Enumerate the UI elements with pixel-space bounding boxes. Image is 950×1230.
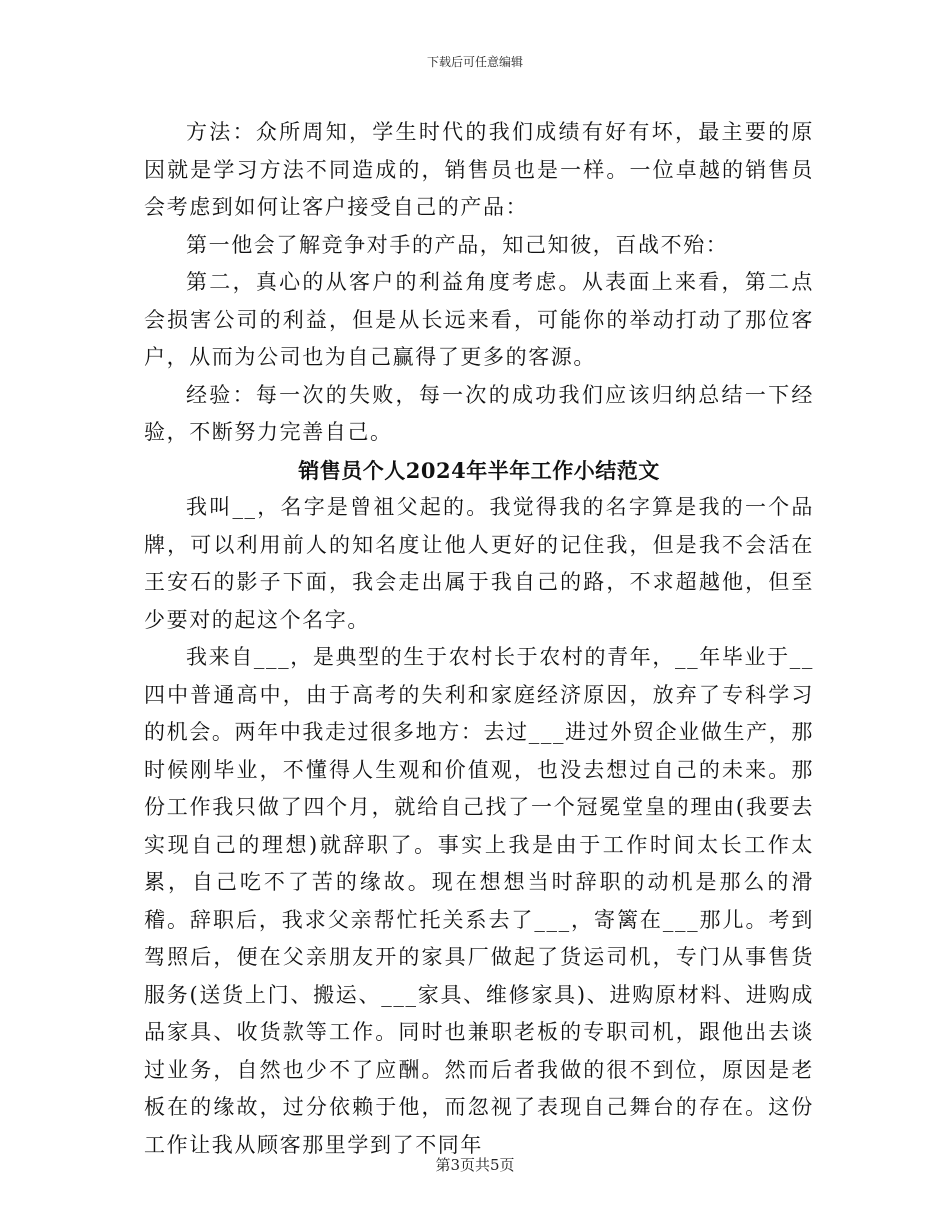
- page-header-note: 下载后可任意编辑: [426, 55, 523, 69]
- paragraph-point-one: 第一他会了解竞争对手的产品，知己知彼，百战不殆：: [186, 232, 729, 257]
- paragraph-method: 方法：众所周知，学生时代的我们成绩有好有坏，最主要的原因就是学习方法不同造成的，销售员也是一样。一位卓越的销售员会考虑到如何让客户接受自己的产品：: [144, 120, 814, 219]
- section-title: 销售员个人2024年半年工作小结范文: [298, 457, 660, 483]
- paragraph-experience: 经验：每一次的失败，每一次的成功我们应该归纳总结一下经验，不断努力完善自己。: [144, 382, 814, 444]
- paragraph-background: 我来自___，是典型的生于农村长于农村的青年，__年毕业于__四中普通高中，由于高考的失利和家庭经济原因，放弃了专科学习的机会。两年中我走过很多地方：去过___进过外贸企业做生产，那时候刚毕业，不懂得人生观和价值观，也没去想过自己的未来。那份工作我只做了四个月，就给自己找了一个冠冕堂皇的理由(我要去实现自己的理想)就辞职了。事实上我是由于工作时间太长工作太累，自己吃不了苦的缘故。现在想想当时辞职的动机是那么的滑稽。辞职后，我求父亲帮忙托关系去了___，寄篱在___那儿。考到驾照后，便在父亲朋友开的家具厂做起了货运司机，专门从事售货服务(送货上门、搬运、___家具、维修家具)、进购原材料、进购成品家具、收货款等工作。同时也兼职老板的专职司机，跟他出去谈过业务，自然也少不了应酬。然而后者我做的很不到位，原因是老板在的缘故，过分依赖于他，而忽视了表现自己舞台的存在。这份工作让我从顾客那里学到了不同年: [144, 645, 814, 1157]
- document-body: [144, 114, 814, 1164]
- page-number: 第3页共5页: [435, 1156, 515, 1174]
- paragraph-point-two: 第二，真心的从客户的利益角度考虑。从表面上来看，第二点会损害公司的利益，但是从长远来看，可能你的举动打动了那位客户，从而为公司也为自己赢得了更多的客源。: [144, 270, 814, 369]
- paragraph-name: 我叫__，名字是曾祖父起的。我觉得我的名字算是我的一个品牌，可以利用前人的知名度让他人更好的记住我，但是我不会活在王安石的影子下面，我会走出属于我自己的路，不求超越他，但至少要对的起这个名字。: [144, 495, 814, 632]
